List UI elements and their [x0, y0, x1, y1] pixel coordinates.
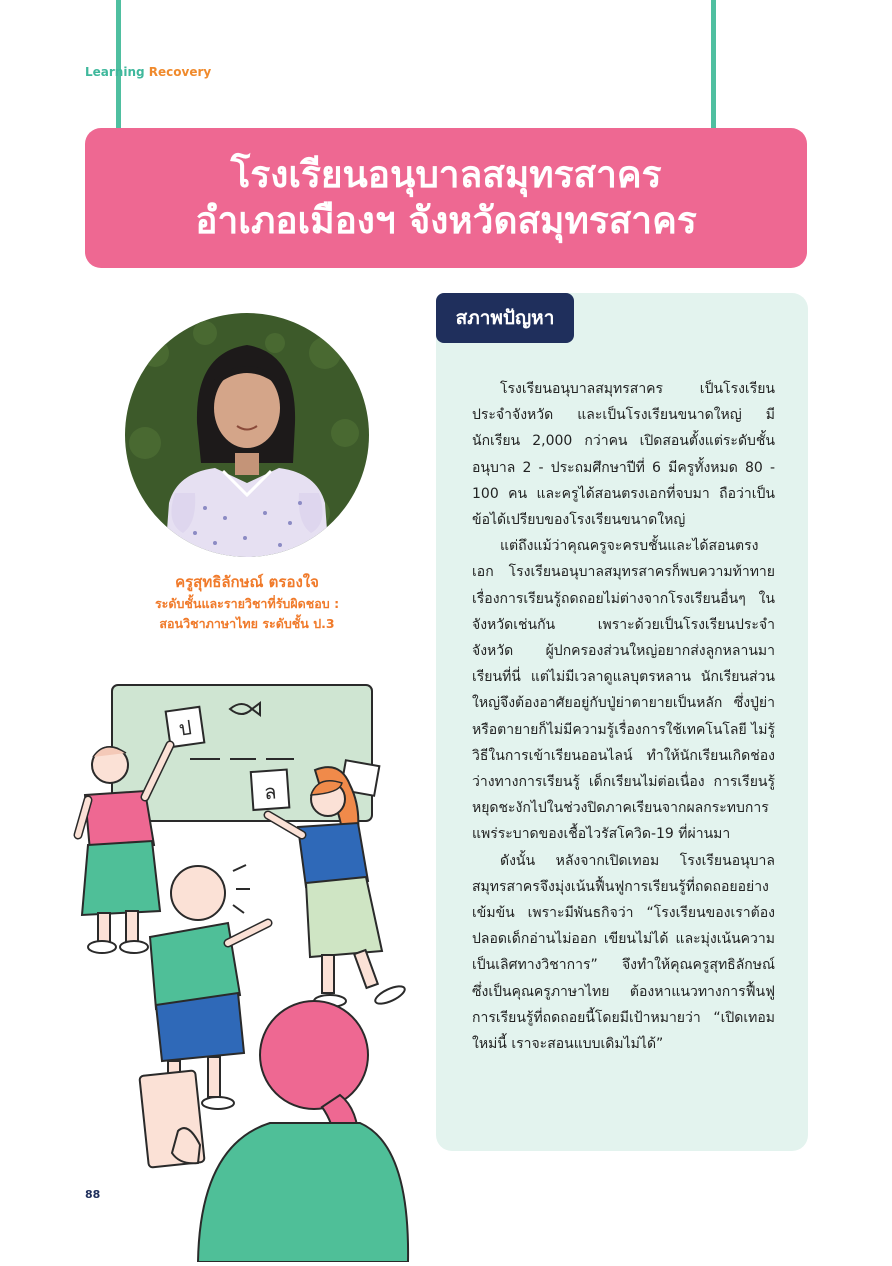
title-banner [85, 128, 807, 268]
decor-line-left [116, 0, 121, 128]
decor-line-right [711, 0, 716, 128]
page-number: 88 [85, 1188, 101, 1201]
letter-card-2: ล [263, 779, 278, 805]
teacher-portrait [125, 313, 369, 557]
problem-body [472, 376, 775, 1057]
section-tag-part2: Recovery [148, 65, 212, 79]
title-line2: อำเภอเมืองฯ จังหวัดสมุทรสาคร [195, 199, 697, 242]
letter-card-1: ป [177, 715, 194, 741]
paragraph-2: แต่ถึงแม้ว่าคุณครูจะครบชั้นและได้สอนตรงเอก โรงเรียนอนุบาลสมุทรสาครก็พบความท้าทายเรื่องการเรียนรู้ถดถอยไม่ต่างจากโรงเรียนอื่นๆ ในจังหวัดเช่นกัน เพราะด้วยเป็นโรงเรียนประจำจังหวัด ผู้ปกครองส่วนใหญ่อยากส่งลูกหลานมาเรียนที่นี่ แต่ไม่มีเวลาดูแลบุตรหลาน นักเรียนส่วนใหญ่จึงต้องอาศัยอยู่กับปู่ย่าตายายเป็นหลัก ซึ่งปู่ย่าหรือตายายก็ไม่มีความรู้เรื่องการใช้เทคโนโลยี ไม่รู้วิธีในการเข้าเรียนออนไลน์ ทำให้นักเรียนเกิดช่องว่างทางการเรียนรู้ เด็กเรียนไม่ต่อเนื่อง การเรียนรู้หยุดชะงักไปในช่วงปิดภาคเรียนจากผลกระทบการแพร่ระบาดของเชื้อไวรัสโควิด-19 ที่ผ่านมา [472, 538, 775, 843]
title-line1: โรงเรียนอนุบาลสมุทรสาคร [230, 153, 662, 196]
section-tag-part1: Learning [85, 65, 145, 79]
teacher-name: ครูสุทธิลักษณ์ ตรองใจ [175, 573, 319, 591]
teacher-role-line2: สอนวิชาภาษาไทย ระดับชั้น ป.3 [159, 616, 335, 631]
section-heading: สภาพปัญหา [436, 293, 574, 343]
teacher-role-line1: ระดับชั้นและรายวิชาที่รับผิดชอบ : [154, 596, 340, 611]
teacher-role [120, 594, 374, 634]
classroom-illustration [60, 675, 420, 1262]
section-tag [85, 65, 211, 79]
paragraph-3: ดังนั้น หลังจากเปิดเทอม โรงเรียนอนุบาลสมุทรสาครจึงมุ่งเน้นฟื้นฟูการเรียนรู้ที่ถดถอยอย่างเข้มข้น เพราะมีพันธกิจว่า “โรงเรียนของเราต้องปลอดเด็กอ่านไม่ออก เขียนไม่ได้ และมุ่งเน้นความเป็นเลิศทางวิชาการ” จึงทำให้คุณครูสุทธิลักษณ์ ซึ่งเป็นคุณครูภาษาไทย ต้องหาแนวทางการฟื้นฟูการเรียนรู้ที่ถดถอยนี้โดยมีเป้าหมายว่า “เปิดเทอมใหม่นี้ เราจะสอนแบบเดิมไม่ได้” [472, 852, 775, 1053]
paragraph-1: โรงเรียนอนุบาลสมุทรสาคร เป็นโรงเรียนประจำจังหวัด และเป็นโรงเรียนขนาดใหญ่ มีนักเรียน 2,000 กว่าคน เปิดสอนตั้งแต่ระดับชั้นอนุบาล 2 - ประถมศึกษาปีที่ 6 มีครูทั้งหมด 80 - 100 คน และครูได้สอนตรงเอกที่จบมา ถือว่าเป็นข้อได้เปรียบของโรงเรียนขนาดใหญ่ [472, 381, 775, 529]
